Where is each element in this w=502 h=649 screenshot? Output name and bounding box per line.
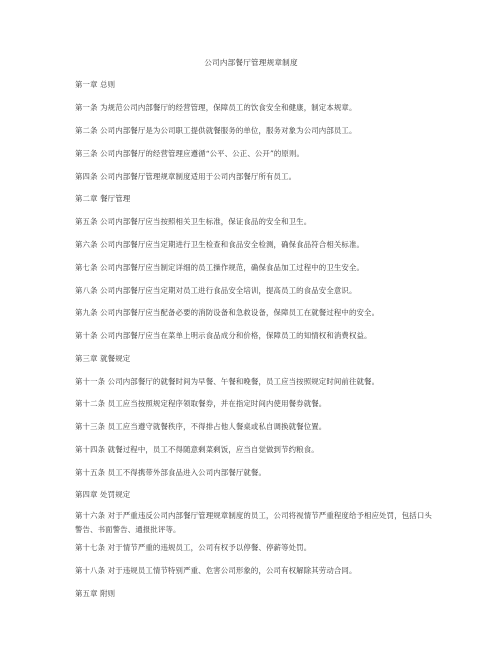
article-15: 第十五条 员工不得携带外部食品进入公司内部餐厅就餐。 [75,468,267,477]
chapter-heading-1: 第一章 总则 [75,80,116,89]
chapter-heading-3: 第三章 就餐规定 [75,354,131,363]
article-14: 第十四条 就餐过程中，员工不得随意剩菜剩饭，应当自觉做到节约粮食。 [75,445,319,454]
chapter-heading-4: 第四章 处罚规定 [75,490,131,499]
article-3: 第三条 公司内部餐厅的经营管理应遵循“公平、公正、公开”的原则。 [75,149,305,158]
article-13: 第十三条 员工应当遵守就餐秩序，不得排占他人餐桌或私自调换就餐位置。 [75,422,327,431]
chapter-heading-5: 第五章 附则 [75,589,116,598]
article-11: 第十一条 公司内部餐厅的就餐时间为早餐、午餐和晚餐，员工应当按照规定时间前往就餐。 [75,377,380,386]
article-4: 第四条 公司内部餐厅管理规章制度适用于公司内部餐厅所有员工。 [75,172,297,181]
article-10: 第十条 公司内部餐厅应当在菜单上明示食品成分和价格，保障员工的知情权和消费权益。 [75,331,372,340]
article-17: 第十七条 对于情节严重的违规员工，公司有权予以停餐、停薪等处罚。 [75,543,312,552]
document-title: 公司内部餐厅管理规章制度 [204,58,298,67]
article-1: 第一条 为规范公司内部餐厅的经营管理，保障员工的饮食安全和健康，制定本规章。 [75,103,357,112]
article-16: 第十六条 对于严重违反公司内部餐厅管理规章制度的员工，公司将视情节严重程度给予相应处罚，包括口头警告、书面警告、通报批评等。 [75,511,432,534]
article-2: 第二条 公司内部餐厅是为公司职工提供就餐服务的单位，服务对象为公司内部员工。 [75,126,357,135]
article-7: 第七条 公司内部餐厅应当制定详细的员工操作规范，确保食品加工过程中的卫生安全。 [75,263,365,272]
article-12: 第十二条 员工应当按照规定程序领取餐券，并在指定时间内使用餐券就餐。 [75,399,327,408]
article-6: 第六条 公司内部餐厅应当定期进行卫生检查和食品安全检测，确保食品符合相关标准。 [75,240,365,249]
chapter-heading-2: 第二章 餐厅管理 [75,194,131,203]
article-18: 第十八条 对于违规员工情节特别严重、危害公司形象的，公司有权解除其劳动合同。 [75,566,357,575]
article-5: 第五条 公司内部餐厅应当按照相关卫生标准，保证食品的安全和卫生。 [75,217,312,226]
article-8: 第八条 公司内部餐厅应当定期对员工进行食品安全培训，提高员工的食品安全意识。 [75,286,357,295]
article-9: 第九条 公司内部餐厅应当配备必要的消防设备和急救设备，保障员工在就餐过程中的安全。 [75,308,380,317]
